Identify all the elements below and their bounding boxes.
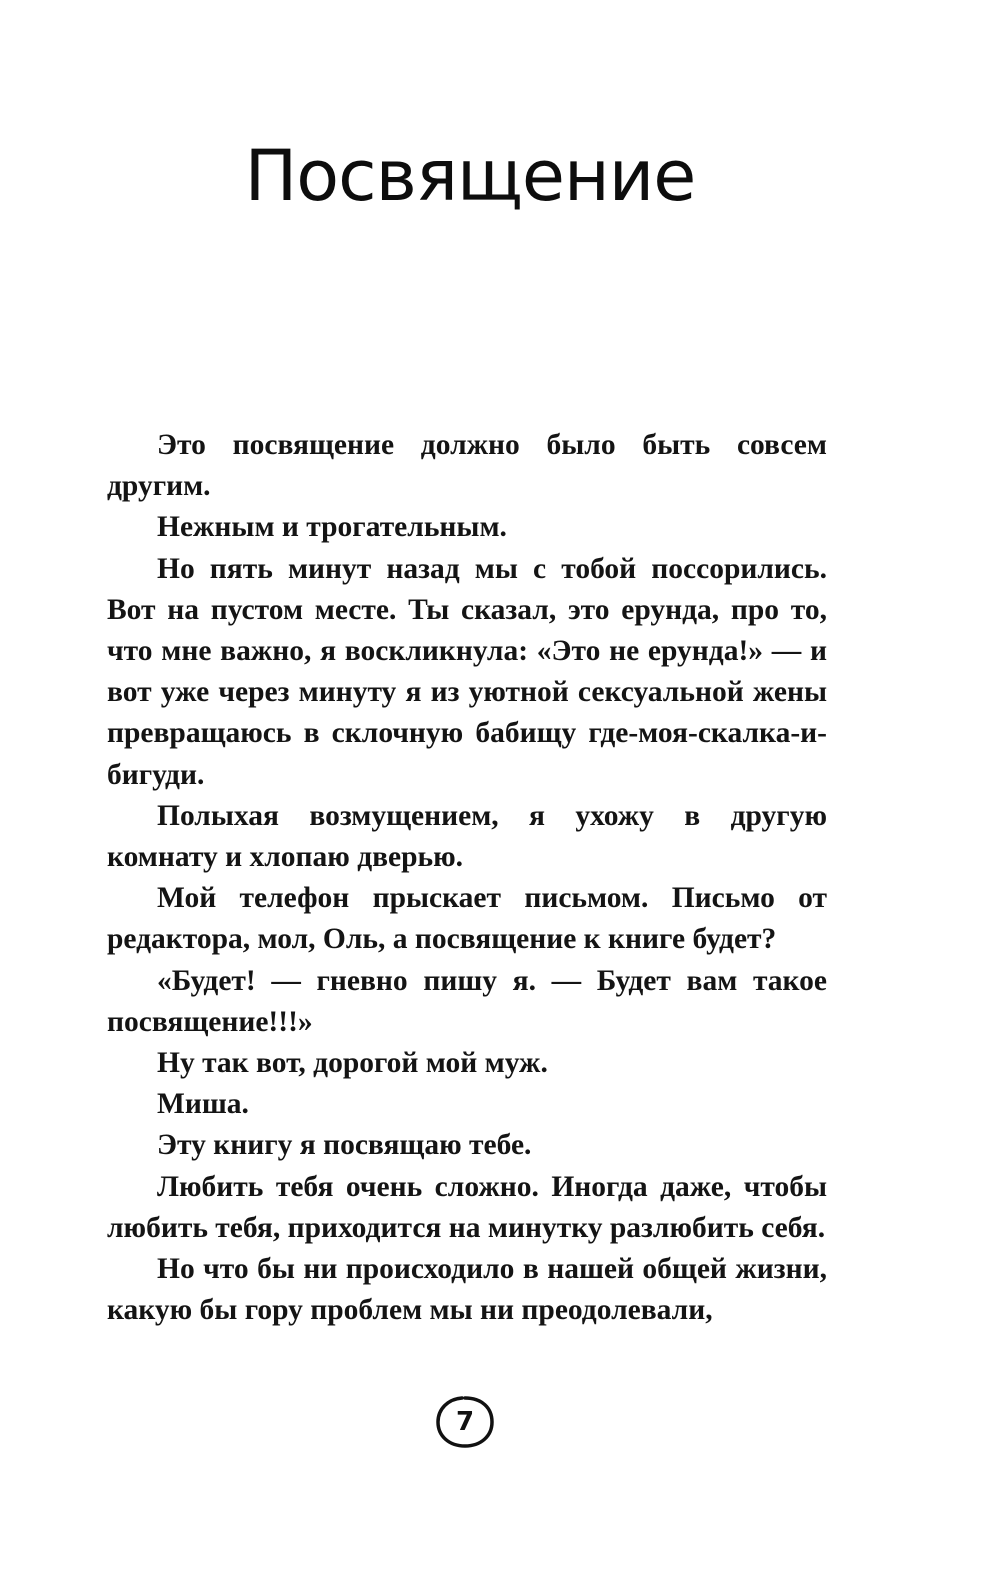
page-number: 7 <box>455 1407 475 1437</box>
paragraph: Мой телефон прыскает письмом. Письмо от редактора, мол, Оль, а посвящение к книге будет? <box>107 882 827 956</box>
chapter-title: Посвящение <box>244 135 696 217</box>
paragraph: Но что бы ни происходило в нашей общей жизни, какую бы гору проблем мы ни преодолевали, <box>107 1253 827 1327</box>
paragraph: Но пять минут назад мы с тобой поссорились. Вот на пустом месте. Ты сказал, это ерунда, про то, что мне важно, я воскликнула: «Это не ерунда!» — и вот уже через минуту я из уютной сексуальной жены превращаюсь в склочную бабищу где-моя-скалка-и-бигуди. <box>107 552 827 791</box>
paragraph: Ну так вот, дорогой мой муж. <box>157 1047 548 1080</box>
paragraph: Это посвящение должно было быть совсем другим. <box>107 429 827 503</box>
paragraph: «Будет! — гневно пишу я. — Будет вам такое посвящение!!!» <box>107 964 827 1038</box>
paragraph: Нежным и трогательным. <box>157 511 507 544</box>
paragraph: Полыхая возмущением, я ухожу в другую комнату и хлопаю дверью. <box>107 799 827 874</box>
paragraph: Эту книгу я посвящаю тебе. <box>157 1129 532 1162</box>
paragraph: Миша. <box>157 1088 249 1121</box>
body-text <box>107 425 827 1331</box>
paragraph: Любить тебя очень сложно. Иногда даже, чтобы любить тебя, приходится на минутку разлюбить себя. <box>107 1170 827 1244</box>
page-number-badge <box>435 1395 495 1449</box>
